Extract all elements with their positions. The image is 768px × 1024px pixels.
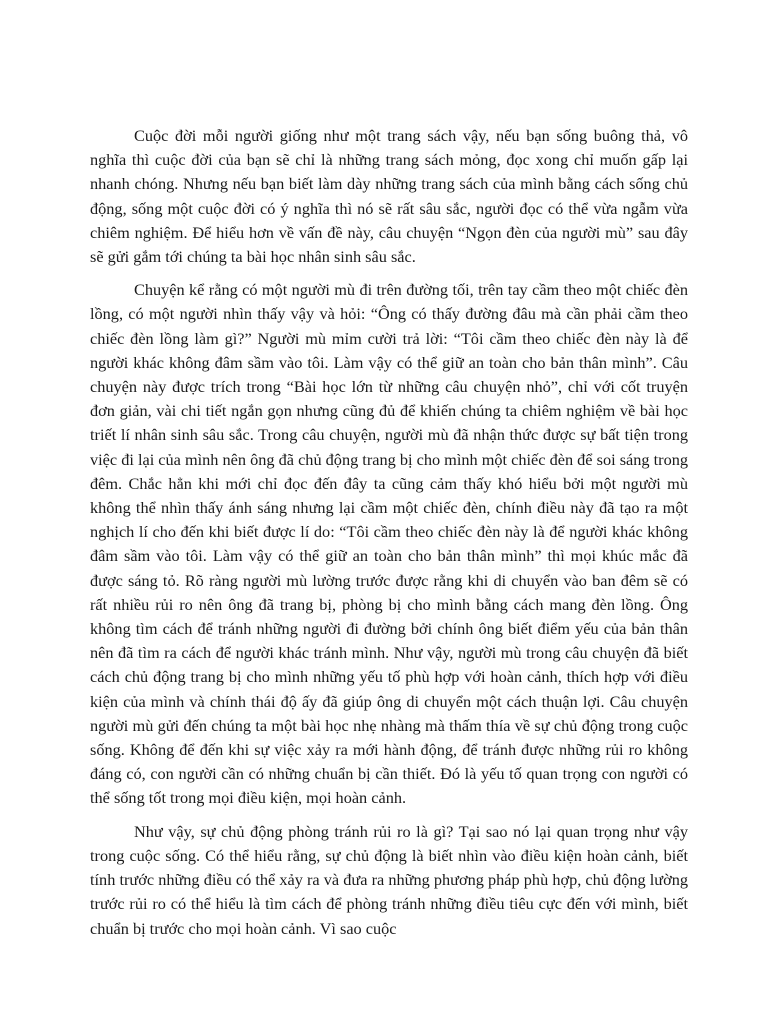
document-page bbox=[90, 124, 688, 950]
paragraph-definition: Như vậy, sự chủ động phòng tránh rủi ro là gì? Tại sao nó lại quan trọng như vậy trong cuộc sống. Có thể hiểu rằng, sự chủ động là biết nhìn vào điều kiện hoàn cảnh, biết tính trước những điều có thể xảy ra và đưa ra những phương pháp phù hợp, chủ động lường trước rủi ro có thể hiểu là tìm cách để phòng tránh những điều tiêu cực đến với mình, biết chuẩn bị trước cho mọi hoàn cảnh. Vì sao cuộc bbox=[90, 821, 688, 938]
paragraph-story: Chuyện kể rằng có một người mù đi trên đường tối, trên tay cầm theo một chiếc đèn lồng, có một người nhìn thấy vậy và hỏi: “Ông có thấy đường đâu mà cần phải cầm theo chiếc đèn lồng làm gì?” Người mù mỉm cười trả lời: “Tôi cầm theo chiếc đèn này là để người khác không đâm sầm vào tôi. Làm vậy có thể giữ an toàn cho bản thân mình”. Câu chuyện này được trích trong “Bài học lớn từ những câu chuyện nhỏ”, chỉ với cốt truyện đơn giản, vài chi tiết ngắn gọn nhưng cũng đủ để khiến chúng ta chiêm nghiệm về bài học triết lí nhân sinh sâu sắc. Trong câu chuyện, người mù đã nhận thức được sự bất tiện trong việc đi lại của mình nên ông đã chủ động trang bị cho mình một chiếc đèn để soi sáng trong đêm. Chắc hẳn khi mới chỉ đọc đến đây ta cũng cảm thấy khó hiểu bởi một người mù không thể nhìn thấy ánh sáng nhưng lại cầm một chiếc đèn, chính điều này đã tạo ra một nghịch lí cho đến khi biết được lí do: “Tôi cầm theo chiếc đèn này là để người khác không đâm sầm vào tôi. Làm vậy có thể giữ an toàn cho bản thân mình” thì mọi khúc mắc đã được sáng tỏ. Rõ ràng người mù lường trước được rằng khi di chuyển vào ban đêm sẽ có rất nhiều rủi ro nên ông đã trang bị, phòng bị cho mình bằng cách mang đèn lồng. Ông không tìm cách để tránh những người đi đường bởi chính ông biết điểm yếu của bản thân nên đã tìm ra cách để người khác tránh mình. Như vậy, người mù trong câu chuyện đã biết cách chủ động trang bị cho mình những yếu tố phù hợp với hoàn cảnh, thích hợp với điều kiện của mình và chính thái độ ấy đã giúp ông di chuyển một cách thuận lợi. Câu chuyện người mù gửi đến chúng ta một bài học nhẹ nhàng mà thấm thía về sự chủ động trong cuộc sống. Không để đến khi sự việc xảy ra mới hành động, để tránh được những rủi ro không đáng có, con người cần có những chuẩn bị cần thiết. Đó là yếu tố quan trọng con người có thể sống tốt trong mọi điều kiện, mọi hoàn cảnh. bbox=[90, 280, 688, 808]
paragraph-intro: Cuộc đời mỗi người giống như một trang sách vậy, nếu bạn sống buông thả, vô nghĩa thì cuộc đời của bạn sẽ chỉ là những trang sách mỏng, đọc xong chỉ muốn gấp lại nhanh chóng. Nhưng nếu bạn biết làm dày những trang sách của mình bằng cách sống chủ động, sống một cuộc đời có ý nghĩa thì nó sẽ rất sâu sắc, người đọc có thể vừa ngẫm vừa chiêm nghiệm. Để hiểu hơn về vấn đề này, câu chuyện “Ngọn đèn của người mù” sau đây sẽ gửi gắm tới chúng ta bài học nhân sinh sâu sắc. bbox=[90, 126, 688, 267]
